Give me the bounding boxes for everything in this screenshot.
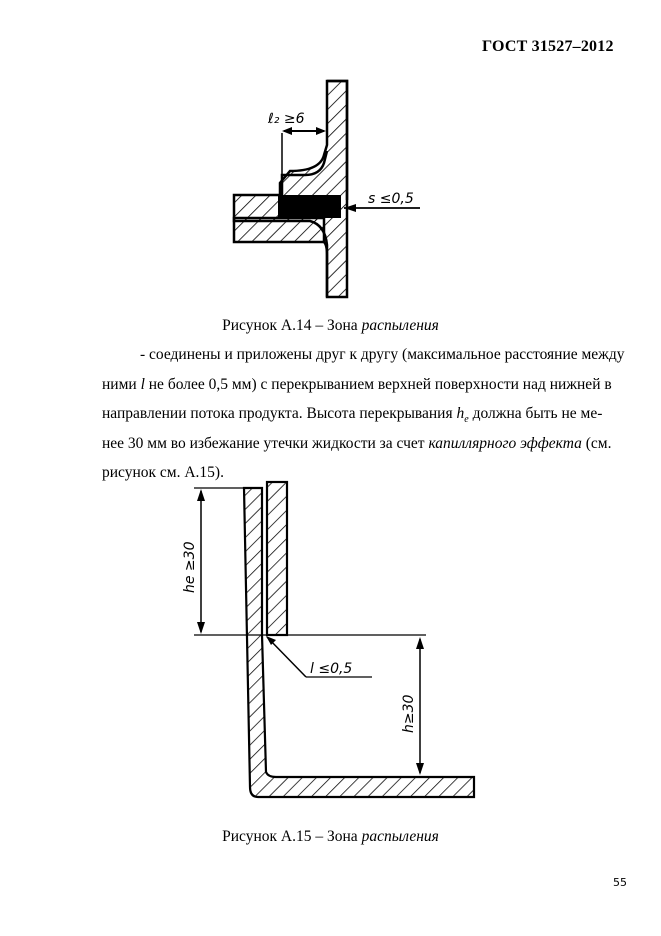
paragraph-line-4: нее 30 мм во избежание утечки жидкости за счет капиллярного эффекта (см. <box>102 434 612 452</box>
body-paragraph <box>102 340 625 488</box>
paragraph-line-3: направлении потока продукта. Высота перекрывания $h_e$ должна быть не ме- <box>102 405 603 426</box>
document-header: ГОСТ 31527–2012 <box>482 38 614 55</box>
he-dimension-label: he ≥30 <box>182 541 198 593</box>
caption-italic: распыления <box>361 317 439 334</box>
page-number: 55 <box>613 876 627 889</box>
paragraph-line-5: рисунок см. А.15). <box>102 464 224 481</box>
paragraph-line-1: - соединены и приложены друг к другу (максимальное расстояние между <box>140 346 625 363</box>
l-dimension-label: l ≤0,5 <box>310 661 353 677</box>
figure-a15-caption <box>0 828 661 846</box>
figure-a14-drawing <box>220 75 440 305</box>
caption-text: Рисунок А.15 – Зона <box>222 828 362 845</box>
figure-a14-caption <box>0 317 661 335</box>
figure-a15-drawing <box>180 475 490 815</box>
paragraph-line-2: ними l не более 0,5 мм) с перекрыванием верхней поверхности над нижней в <box>102 375 612 393</box>
caption-text: Рисунок А.14 – Зона <box>222 317 362 334</box>
l2-dimension-label: ℓ₂ ≥6 <box>268 111 305 127</box>
s-dimension-label: s ≤0,5 <box>368 191 414 207</box>
caption-italic: распыления <box>361 828 439 845</box>
h-dimension-label: h≥30 <box>401 694 417 733</box>
